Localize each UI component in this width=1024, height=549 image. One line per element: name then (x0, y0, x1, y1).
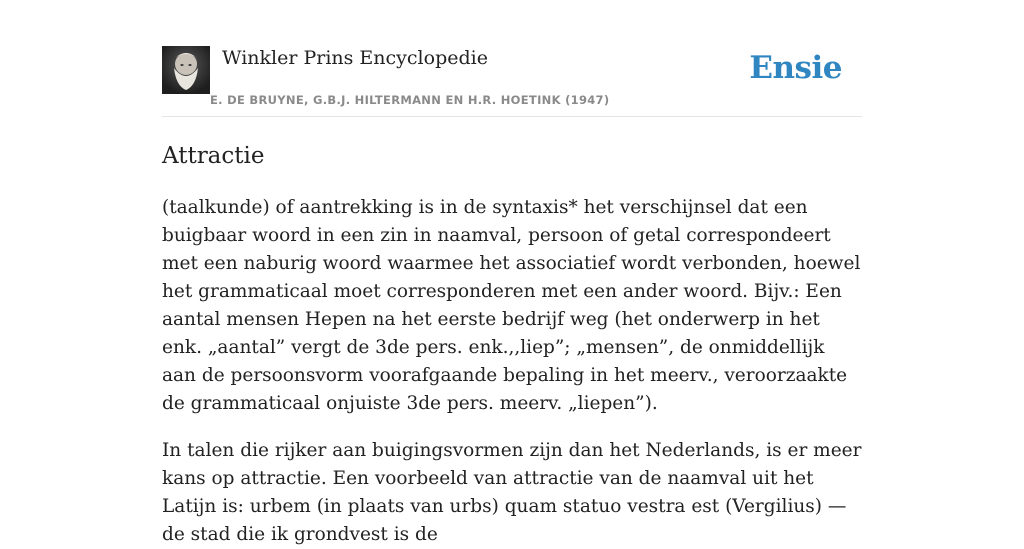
article-body (162, 194, 862, 549)
article-paragraph: In talen die rijker aan buigingsvormen zijn dan het Nederlands, is er meer kans op attractie. Een voorbeeld van attractie van de naamval uit het Latijn is: urbem (in plaats van urbs) quam statuo vestra est (Vergilius) — de stad die ik grondvest is de (162, 440, 862, 545)
source-header (162, 0, 862, 117)
page (162, 0, 862, 549)
portrait-photo-icon (162, 46, 210, 94)
article-title: Attractie (162, 143, 265, 169)
source-title[interactable]: Winkler Prins Encyclopedie (222, 47, 488, 69)
brand-logo-link[interactable]: Ensie (749, 50, 842, 86)
source-authors: E. DE BRUYNE, G.B.J. HILTERMANN EN H.R. HOETINK (1947) (210, 93, 610, 107)
article-paragraph: (taalkunde) of aantrekking is in de syntaxis* het verschijnsel dat een buigbaar woord in een zin in naamval, persoon of getal correspondeert met een naburig woord waarmee het associatief wordt verbonden, hoewel het grammaticaal moet corresponderen met een ander woord. Bijv.: Een aantal mensen Hepen na het eerste bedrijf weg (het onderwerp in het enk. „aantal” vergt de 3de pers. enk.,,liep”; „mensen”, de onmiddellijk aan de persoonsvorm voorafgaande bepaling in het meerv., veroorzaakte de grammaticaal onjuiste 3de pers. meerv. „liepen”). (162, 197, 861, 414)
avatar (162, 46, 210, 94)
